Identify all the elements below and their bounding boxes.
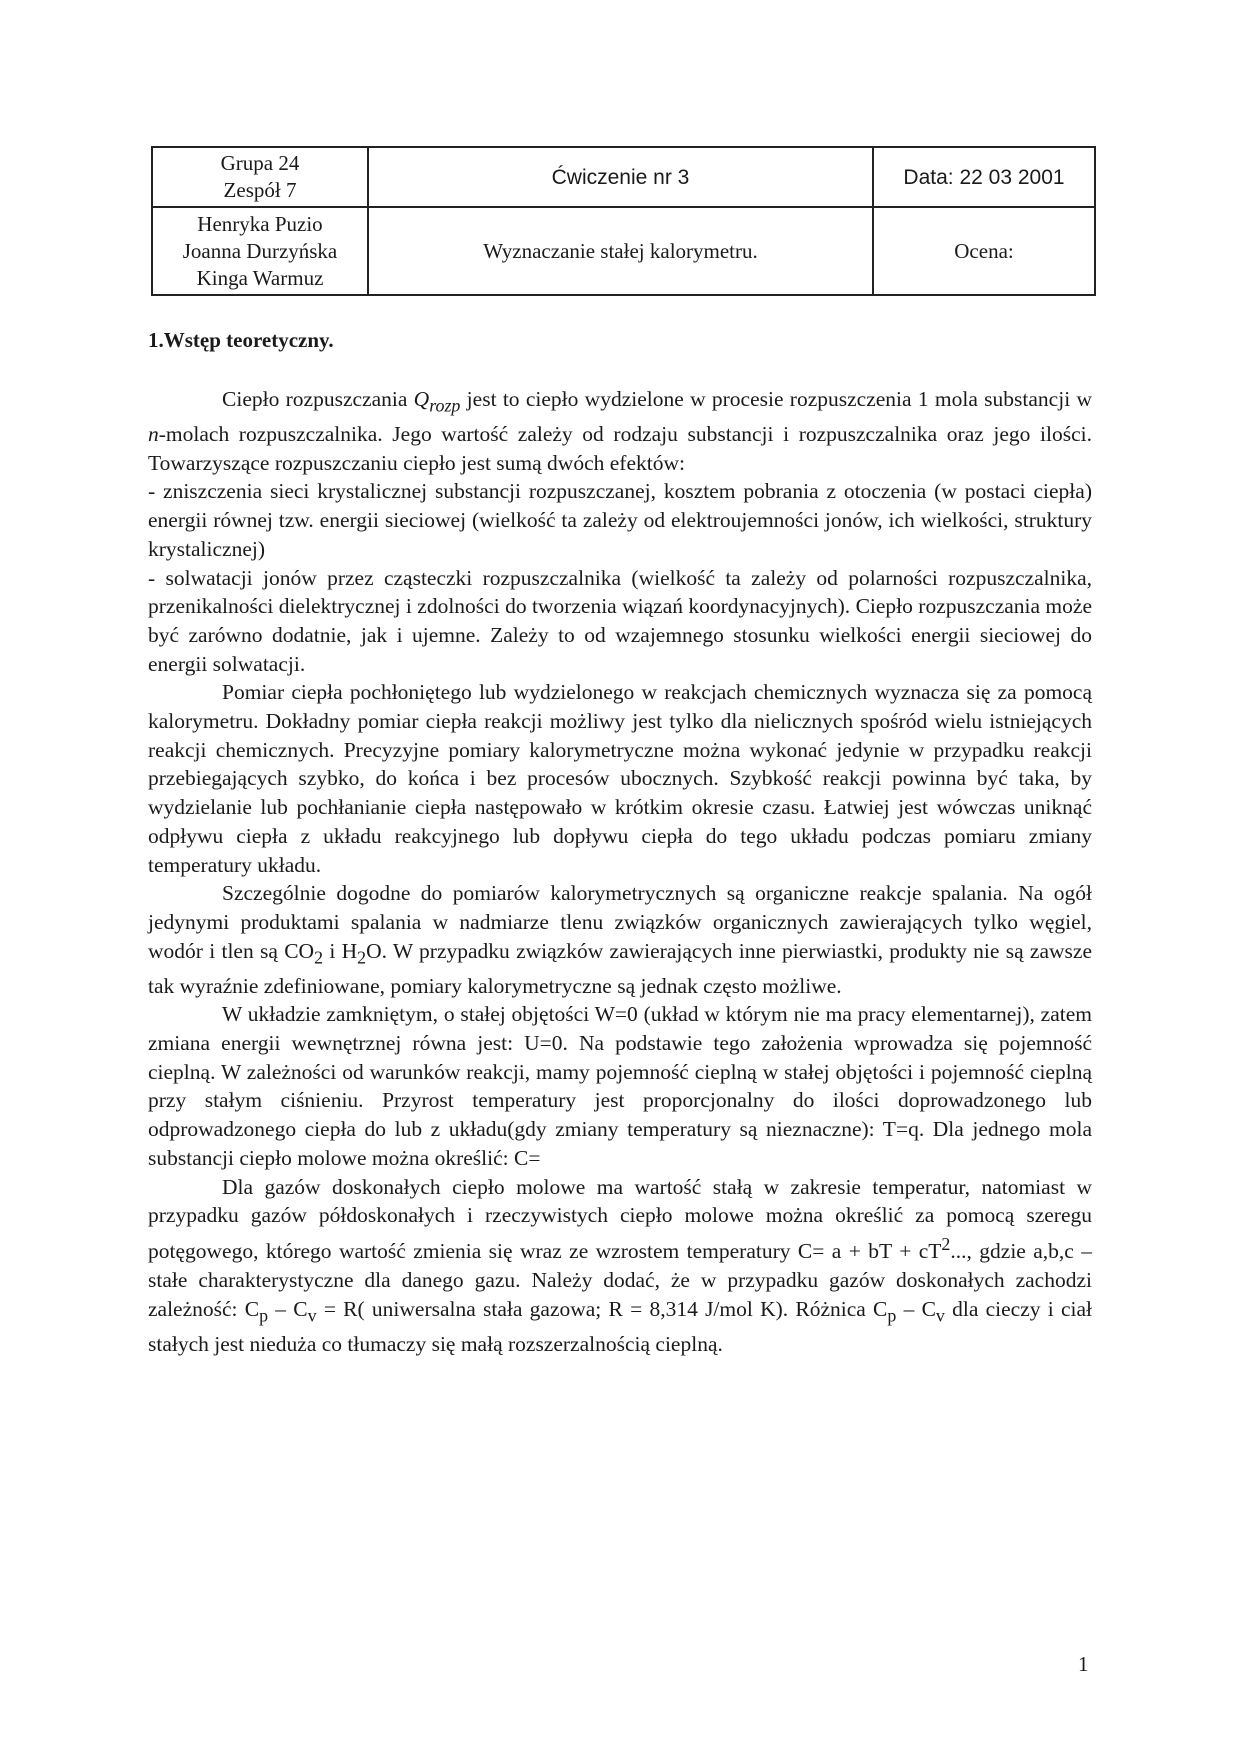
paragraph-2: Pomiar ciepła pochłoniętego lub wydzielonego w reakcjach chemicznych wyznacza się za pomocą kalorymetru. Dokładny pomiar ciepła reakcji możliwy jest tylko dla nielicznych spośród wielu istniejących reakcji chemicznych. Precyzyjne pomiary kalorymetryczne można wykonać jedynie w przypadku reakcji przebiegających szybko, do końca i bez procesów ubocznych. Szybkość reakcji powinna być taka, by wydzielanie lub pochłanianie ciepła następowało w krótkim okresie czasu. Łatwiej jest wówczas uniknąć odpływu ciepła z układu reakcyjnego lub dopływu ciepła do tego układu podczas pomiaru zmiany temperatury układu. bbox=[148, 680, 1092, 877]
dash-item-2: - solwatacji jonów przez cząsteczki rozpuszczalnika (wielkość ta zależy od polarności rozpuszczalnika, przenikalności dielektrycznej i zdolności do tworzenia wiązań koordynacyjnych). Ciepło rozpuszczania może być zarówno dodatnie, jak i ujemne. Zależy to od wzajemnego stosunku wielkości energii sieciowej do energii solwatacji. bbox=[148, 565, 1092, 676]
author-name: Henryka Puzio bbox=[197, 211, 323, 236]
author-name: Kinga Warmuz bbox=[196, 265, 324, 290]
exercise-label: Ćwiczenie nr 3 bbox=[368, 147, 873, 207]
paragraph-3: Szczególnie dogodne do pomiarów kalorymetrycznych są organiczne reakcje spalania. Na ogół jedynymi produktami spalania w nadmiarze tlenu związków organicznych zawierających tylko węgiel, wodór i tlen są $CO_2$ i $H_2O$. W przypadku związków zawierających inne pierwiastki, produkty nie są zawsze tak wyraźnie zdefiniowane, pomiary kalorymetryczne są jednak często możliwe. bbox=[148, 881, 1092, 998]
header-row-2 bbox=[152, 207, 1095, 295]
dash-item-1: - zniszczenia sieci krystalicznej substancji rozpuszczanej, kosztem pobrania z otoczenia (w postaci ciepła) energii równej tzw. energii sieciowej (wielkość ta zależy od elektroujemności jonów, ich wielkości, struktury krystalicznej) bbox=[148, 479, 1092, 561]
section-heading: 1.Wstęp teoretyczny. bbox=[148, 328, 334, 352]
author-name: Joanna Durzyńska bbox=[182, 238, 338, 263]
paragraph-1: Ciepło rozpuszczania $Q_{rozp}$ jest to ciepło wydzielone w procesie rozpuszczenia 1 mola substancji w n-molach rozpuszczalnika. Jego wartość zależy od rodzaju substancji i rozpuszczalnika oraz jego ilości. Towarzyszące rozpuszczaniu ciepło jest sumą dwóch efektów: bbox=[148, 387, 1092, 475]
authors-cell bbox=[152, 207, 368, 295]
page-number: 1 bbox=[1078, 1652, 1089, 1676]
date-label: Data: 22 03 2001 bbox=[873, 147, 1095, 207]
group-team-cell bbox=[152, 147, 368, 207]
header-table bbox=[151, 146, 1096, 296]
group-label: Grupa 24 bbox=[220, 151, 300, 175]
team-label: Zespół 7 bbox=[223, 178, 297, 202]
grade-label: Ocena: bbox=[873, 207, 1095, 295]
exercise-title: Wyznaczanie stałej kalorymetru. bbox=[368, 207, 873, 295]
paragraph-5: Dla gazów doskonałych ciepło molowe ma wartość stałą w zakresie temperatur, natomiast w przypadku gazów półdoskonałych i rzeczywistych ciepło molowe można określić za pomocą szeregu potęgowego, którego wartość zmienia się wraz ze wzrostem temperatury C= a + bT + $cT^2$..., gdzie a,b,c – stałe charakterystyczne dla danego gazu. Należy dodać, że w przypadku gazów doskonałych zachodzi zależność: $C_p - C_v = R$( uniwersalna stała gazowa; R = 8,314 J/mol K). Różnica $C_p - C_v$ dla cieczy i ciał stałych jest nieduża co tłumaczy się małą rozszerzalnością cieplną. bbox=[148, 1174, 1092, 1356]
header-row-1 bbox=[152, 147, 1095, 207]
paragraph-4: W układzie zamkniętym, o stałej objętości W=0 (układ w którym nie ma pracy elementarnej), zatem zmiana energii wewnętrznej równa jest: U=0. Na podstawie tego założenia wprowadza się pojemność cieplną. W zależności od warunków reakcji, mamy pojemność cieplną w stałej objętości i pojemność cieplną przy stałym ciśnieniu. Przyrost temperatury jest proporcjonalny do ilości doprowadzonego lub odprowadzonego ciepła do lub z układu(gdy zmiany temperatury są nieznaczne): T=q. Dla jednego mola substancji ciepło molowe można określić: C= bbox=[148, 1002, 1092, 1170]
body-text bbox=[148, 385, 1092, 1358]
